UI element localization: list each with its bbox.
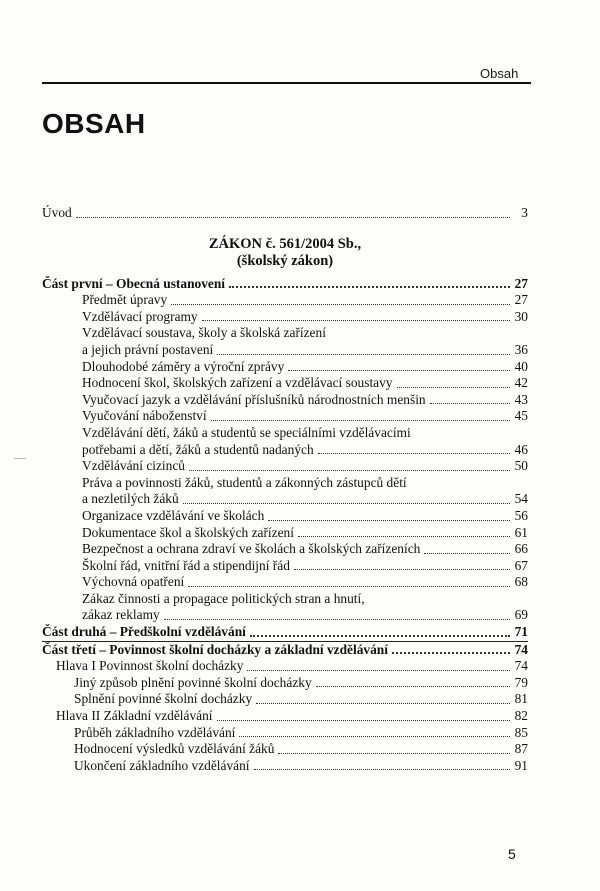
toc-page: 91: [514, 757, 528, 773]
toc-page: 27: [514, 292, 528, 308]
toc-label: Vzdělávání cizinců: [82, 458, 185, 474]
toc-page: 81: [514, 691, 528, 707]
toc-entry[interactable]: [42, 508, 528, 525]
toc-part-2[interactable]: [42, 624, 528, 642]
toc-label: Vyučování náboženství: [82, 408, 207, 424]
toc-label: Hlava I Povinnost školní docházky: [56, 658, 244, 674]
toc-entry[interactable]: [42, 442, 528, 459]
toc-entry[interactable]: [42, 408, 528, 425]
toc-entry[interactable]: [42, 574, 528, 591]
toc-entry[interactable]: [42, 491, 528, 508]
toc-page: 56: [514, 507, 528, 523]
dot-leader: [316, 686, 510, 687]
law-subtitle: (školský zákon): [236, 252, 334, 269]
toc-entry-intro[interactable]: [42, 205, 528, 222]
toc-page: 69: [514, 607, 528, 623]
toc-page: 82: [514, 708, 528, 724]
toc-entry[interactable]: [42, 607, 528, 624]
dot-leader: [229, 286, 510, 288]
toc-page: 66: [514, 541, 528, 557]
dot-leader: [183, 503, 510, 504]
dot-leader: [424, 553, 510, 554]
dot-leader: [202, 320, 510, 321]
toc-page: 68: [514, 574, 528, 590]
head-2-items: [42, 725, 528, 775]
toc-entry[interactable]: [42, 309, 528, 326]
table-of-contents: [42, 205, 528, 774]
dot-leader: [76, 217, 510, 218]
dot-leader: [254, 769, 511, 770]
dot-leader: [217, 720, 510, 721]
toc-entry[interactable]: [42, 741, 528, 758]
toc-entry[interactable]: [42, 458, 528, 475]
toc-page: 45: [514, 408, 528, 424]
dot-leader: [247, 670, 510, 671]
toc-entry[interactable]: [42, 725, 528, 742]
dot-leader: [430, 403, 510, 404]
dot-leader: [256, 703, 510, 704]
toc-label: Ukončení základního vzdělávání: [74, 757, 250, 773]
head-1-items: [42, 675, 528, 708]
toc-page: 36: [514, 341, 528, 357]
toc-entry-line: Zákaz činnosti a propagace politických stran a hnutí,: [82, 590, 365, 606]
dot-leader: [397, 387, 511, 388]
toc-label: Hodnocení výsledků vzdělávání žáků: [74, 741, 275, 757]
toc-entry[interactable]: [42, 525, 528, 542]
toc-page: 74: [514, 641, 528, 657]
toc-label: Část první – Obecná ustanovení: [42, 275, 226, 291]
dot-leader: [288, 370, 510, 371]
toc-page: 27: [514, 275, 528, 291]
toc-page: 3: [521, 205, 528, 220]
page-number: 5: [508, 846, 516, 862]
toc-label: Hlava II Základní vzdělávání: [56, 708, 213, 724]
toc-label: Bezpečnost a ochrana zdraví ve školách a školských zařízeních: [82, 541, 421, 557]
toc-entry[interactable]: [42, 359, 528, 376]
toc-page: 79: [514, 674, 528, 690]
toc-label: potřebami a dětí, žáků a studentů nadaných: [82, 441, 314, 457]
toc-entry-line: Vzdělávací soustava, školy a školská zařízení: [82, 325, 326, 341]
toc-label: Výchovná opatření: [82, 574, 185, 590]
part-1-items: [42, 292, 528, 624]
dot-leader: [189, 470, 510, 471]
toc-page: 61: [514, 524, 528, 540]
toc-page: 67: [514, 557, 528, 573]
toc-label: Průběh základního vzdělávání: [74, 724, 236, 740]
toc-label: Hodnocení škol, školských zařízení a vzdělávací soustavy: [82, 375, 393, 391]
toc-page: 40: [514, 358, 528, 374]
dot-leader: [294, 569, 510, 570]
toc-entry[interactable]: [42, 375, 528, 392]
law-title: ZÁKON č. 561/2004 Sb.,: [208, 235, 362, 252]
toc-page: 54: [514, 491, 528, 507]
scan-mark: [14, 458, 26, 459]
dot-leader: [392, 652, 510, 654]
toc-page: 87: [514, 741, 528, 757]
toc-entry-line: Práva a povinnosti žáků, studentů a zákonných zástupců dětí: [82, 474, 407, 490]
law-heading: [42, 236, 528, 270]
toc-label: Dokumentace škol a školských zařízení: [82, 524, 294, 540]
toc-page: 74: [514, 658, 528, 674]
dot-leader: [298, 536, 510, 537]
toc-head-1[interactable]: [42, 658, 528, 675]
toc-label: Dlouhodobé záměry a výroční zprávy: [82, 358, 285, 374]
toc-entry[interactable]: [42, 342, 528, 359]
toc-page: 42: [514, 375, 528, 391]
toc-page: 43: [514, 391, 528, 407]
toc-part-3[interactable]: [42, 642, 528, 659]
dot-leader: [239, 736, 510, 737]
toc-label: a jejich právní postavení: [82, 341, 214, 357]
toc-entry[interactable]: [42, 558, 528, 575]
running-header: Obsah: [480, 66, 519, 81]
dot-leader: [164, 619, 510, 620]
dot-leader: [188, 586, 510, 587]
toc-label: Část třetí – Povinnost školní docházky a základní vzdělávání: [42, 641, 388, 657]
toc-label: Splnění povinné školní docházky: [74, 691, 253, 707]
toc-entry[interactable]: [42, 292, 528, 309]
toc-entry[interactable]: [42, 758, 528, 775]
toc-label: Vyučovací jazyk a vzdělávání příslušníků národnostních menšin: [82, 391, 426, 407]
toc-part-1[interactable]: [42, 276, 528, 293]
toc-entry[interactable]: [42, 675, 528, 692]
dot-leader: [217, 354, 510, 355]
toc-label: zákaz reklamy: [82, 607, 160, 623]
page-title: OBSAH: [42, 108, 146, 139]
toc-page: 85: [514, 724, 528, 740]
dot-leader: [171, 304, 510, 305]
toc-label: Organizace vzdělávání ve školách: [82, 507, 265, 523]
dot-leader: [250, 635, 510, 637]
dot-leader: [278, 753, 510, 754]
dot-leader: [268, 520, 510, 521]
toc-label: Část druhá – Předškolní vzdělávání: [42, 624, 246, 640]
toc-page: 30: [514, 308, 528, 324]
toc-label: Jiný způsob plnění povinné školní docházky: [74, 674, 312, 690]
dot-leader: [318, 453, 510, 454]
toc-page: 50: [514, 458, 528, 474]
header-rule: [42, 82, 531, 84]
toc-page: 71: [514, 624, 528, 640]
toc-entry-line: Vzdělávání dětí, žáků a studentů se speciálními vzdělávacími: [82, 424, 411, 440]
toc-head-2[interactable]: [42, 708, 528, 725]
toc-entry[interactable]: [42, 541, 528, 558]
toc-page: 46: [514, 441, 528, 457]
toc-entry[interactable]: [42, 392, 528, 409]
toc-label: Vzdělávací programy: [82, 308, 198, 324]
toc-label: Předmět úpravy: [82, 292, 168, 308]
toc-label: Úvod: [42, 205, 72, 220]
toc-label: Školní řád, vnitřní řád a stipendijní řád: [82, 557, 290, 573]
dot-leader: [211, 420, 510, 421]
toc-entry[interactable]: [42, 691, 528, 708]
toc-label: a nezletilých žáků: [82, 491, 179, 507]
